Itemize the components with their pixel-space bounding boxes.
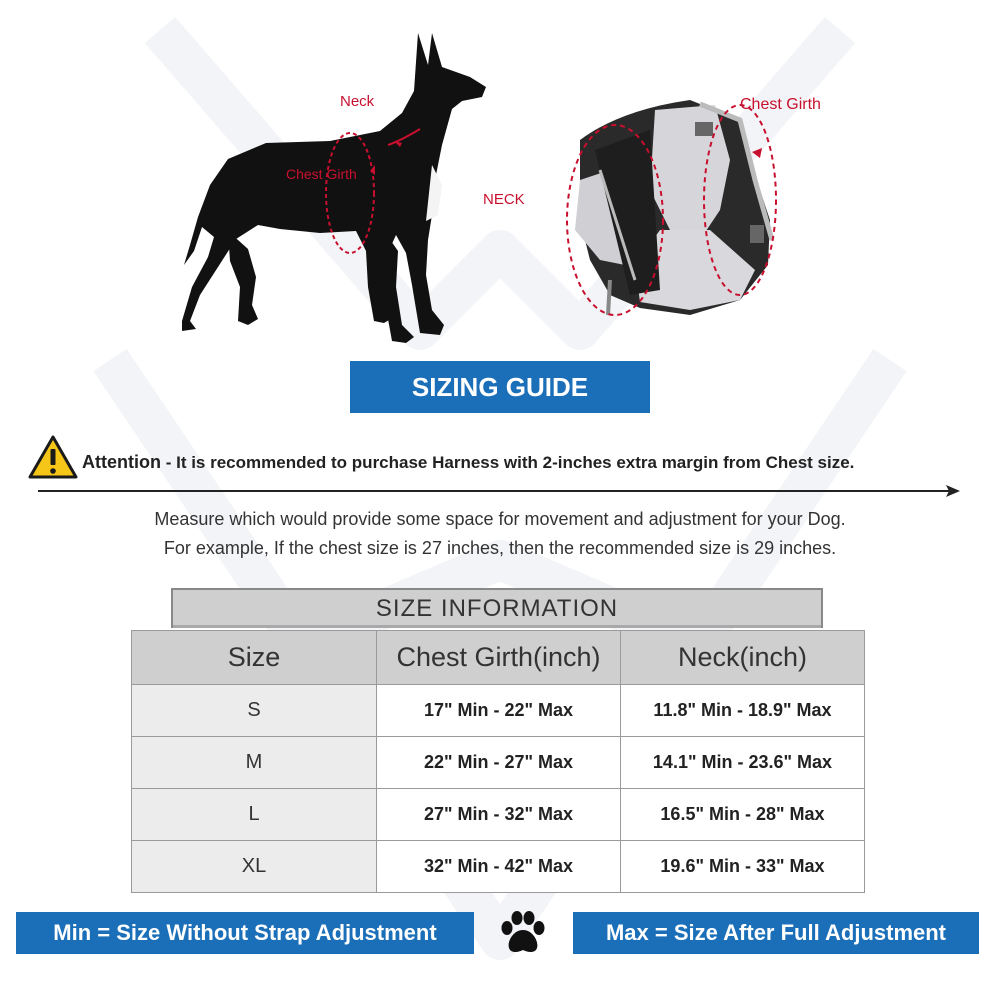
size-information-title: SIZE INFORMATION: [171, 588, 823, 628]
table-header-row: [132, 631, 865, 685]
size-table: [131, 630, 865, 893]
size-cell: M: [132, 737, 377, 789]
neck-cell: 19.6" Min - 33" Max: [621, 841, 865, 893]
chest-girth-cell: 22" Min - 27" Max: [377, 737, 621, 789]
table-row: [132, 789, 865, 841]
neck-cell: 16.5" Min - 28" Max: [621, 789, 865, 841]
header-size: Size: [132, 631, 377, 685]
header-neck: Neck(inch): [621, 631, 865, 685]
table-row: [132, 685, 865, 737]
measure-note-line-2: For example, If the chest size is 27 inches, then the recommended size is 29 inches.: [163, 538, 837, 558]
harness-neck-label: NECK: [483, 191, 525, 208]
dog-silhouette: [170, 25, 500, 350]
attention-text: [82, 452, 854, 473]
size-cell: XL: [132, 841, 377, 893]
neck-cell: 14.1" Min - 23.6" Max: [621, 737, 865, 789]
size-cell: L: [132, 789, 377, 841]
dog-chest-girth-label: Chest Girth: [286, 166, 357, 182]
neck-cell: 11.8" Min - 18.9" Max: [621, 685, 865, 737]
harness-illustration: [540, 90, 800, 330]
attention-lead: Attention: [82, 452, 161, 472]
size-cell: S: [132, 685, 377, 737]
table-row: [132, 737, 865, 789]
header-chest-girth: Chest Girth(inch): [377, 631, 621, 685]
paw-icon: [497, 910, 549, 958]
min-definition-bar: Min = Size Without Strap Adjustment: [16, 912, 474, 954]
arrow-divider: [38, 483, 960, 499]
measure-note-line-1: Measure which would provide some space for movement and adjustment for your Dog.: [154, 509, 846, 529]
chest-girth-cell: 27" Min - 32" Max: [377, 789, 621, 841]
chest-girth-cell: 32" Min - 42" Max: [377, 841, 621, 893]
attention-message: - It is recommended to purchase Harness with 2-inches extra margin from Chest size.: [160, 453, 855, 472]
warning-icon: [28, 435, 78, 479]
sizing-guide-banner: SIZING GUIDE: [350, 361, 650, 413]
chest-girth-cell: 17" Min - 22" Max: [377, 685, 621, 737]
max-definition-bar: Max = Size After Full Adjustment: [573, 912, 979, 954]
attention-notice: [28, 435, 988, 479]
table-row: [132, 841, 865, 893]
dog-neck-label: Neck: [340, 93, 375, 110]
harness-chest-girth-label: Chest Girth: [740, 96, 821, 113]
